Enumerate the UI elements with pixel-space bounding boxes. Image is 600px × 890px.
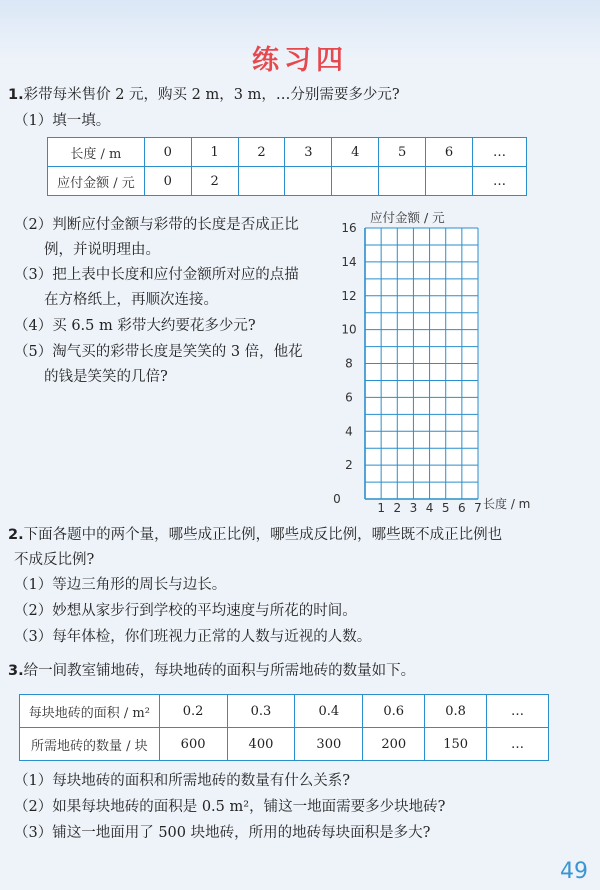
table-cell: 长度 / m [48,138,145,167]
q2-sub2: （2）妙想从家步行到学校的平均速度与所花的时间。 [14,603,357,619]
table-cell: 200 [363,728,425,761]
y-tick-label: 12 [341,288,357,303]
q3-table-row [20,728,549,761]
table-cell: 2 [191,167,238,196]
q1-sub2-line1: （2）判断应付金额与彩带的长度是否成正比 [14,217,299,233]
table-cell: 150 [425,728,487,761]
table-cell: 应付金额 / 元 [48,167,145,196]
q1-table [47,137,527,196]
table-cell: 0.6 [363,695,425,728]
q3-table [19,694,549,761]
table-cell: 1 [191,138,238,167]
q3-sub2: （2）如果每块地砖的面积是 0.5 m²，铺这一地面需要多少块地砖? [14,799,446,815]
table-cell[interactable] [238,167,285,196]
q1-sub3-line1: （3）把上表中长度和应付金额所对应的点描 [14,267,299,283]
x-tick-label: 5 [441,501,450,515]
grid-chart[interactable] [330,205,560,515]
table-cell: 0.4 [295,695,363,728]
q3-sub3: （3）铺这一地面用了 500 块地砖，所用的地砖每块面积是多大? [14,825,431,841]
q1-sub5-line2: 的钱是笑笑的几倍? [44,369,168,385]
q1-sub5-line1: （5）淘气买的彩带长度是笑笑的 3 倍，他花 [14,344,303,360]
q3-table-row [20,695,549,728]
y-axis-ticks [341,221,356,472]
x-tick-label: 6 [458,501,466,515]
table-cell: 4 [332,138,379,167]
y-tick-label: 10 [341,322,357,337]
q1-sub1: （1）填一填。 [14,113,111,129]
y-tick-label: 2 [345,458,353,473]
q1-stem [8,86,400,104]
table-cell: 600 [159,728,227,761]
q1-sub3-line2: 在方格纸上，再顺次连接。 [44,292,218,308]
table-cell[interactable] [285,167,332,196]
q2-text-a: 下面各题中的两个量，哪些成正比例，哪些成反比例，哪些既不成正比例也 [23,527,503,543]
q1-text: 彩带每米售价 2 元，购买 2 m，3 m，…分别需要多少元? [23,87,400,103]
q3-stem [8,662,415,680]
table-cell: 2 [238,138,285,167]
q3-text: 给一间教室铺地砖，每块地砖的面积与所需地砖的数量如下。 [23,663,416,679]
table-cell: 0.2 [159,695,227,728]
table-cell[interactable] [332,167,379,196]
table-cell: 0 [144,167,191,196]
table-cell: … [487,695,549,728]
table-cell: 每块地砖的面积 / m² [20,695,160,728]
q2-stem-line2: 不成反比例? [14,552,95,568]
q1-table-row [48,138,527,167]
table-cell[interactable] [379,167,426,196]
x-axis-label: 长度 / m [483,497,531,511]
x-tick-label: 4 [425,501,434,515]
y-tick-label: 4 [345,424,353,439]
table-cell: 所需地砖的数量 / 块 [20,728,160,761]
q3-sub1: （1）每块地砖的面积和所需地砖的数量有什么关系? [14,773,350,789]
table-cell: 6 [426,138,473,167]
q2-number: 2. [8,527,24,543]
table-cell: … [473,138,527,167]
table-cell[interactable] [426,167,473,196]
y-tick-label: 14 [341,254,357,269]
table-cell: 0.8 [425,695,487,728]
q2-stem-line1 [8,526,502,544]
q1-number: 1. [8,87,24,103]
y-axis-label: 应付金额 / 元 [370,210,445,225]
page-number: 49 [560,859,588,884]
x-tick-label: 3 [409,501,418,515]
y-tick-label: 16 [341,221,357,235]
q2-sub1: （1）等边三角形的周长与边长。 [14,577,227,593]
x-tick-label: 7 [474,501,482,515]
q3-number: 3. [8,663,24,679]
q1-sub2-line2: 例，并说明理由。 [44,242,160,258]
x-tick-label: 1 [377,501,385,515]
x-tick-label: 2 [393,501,402,515]
y-tick-label: 8 [345,356,353,371]
table-cell: … [487,728,549,761]
table-cell: 400 [227,728,295,761]
table-cell: 300 [295,728,363,761]
table-cell: … [473,167,527,196]
q2-sub3: （3）每年体检，你们班视力正常的人数与近视的人数。 [14,629,372,645]
table-cell: 0 [144,138,191,167]
table-cell: 0.3 [227,695,295,728]
origin-label: 0 [333,492,341,506]
y-tick-label: 6 [345,390,353,405]
q1-sub4: （4）买 6.5 m 彩带大约要花多少元? [14,318,256,334]
table-cell: 5 [379,138,426,167]
table-cell: 3 [285,138,332,167]
q1-table-row [48,167,527,196]
page-title: 练习四 [252,45,348,76]
x-axis-ticks [377,501,481,515]
